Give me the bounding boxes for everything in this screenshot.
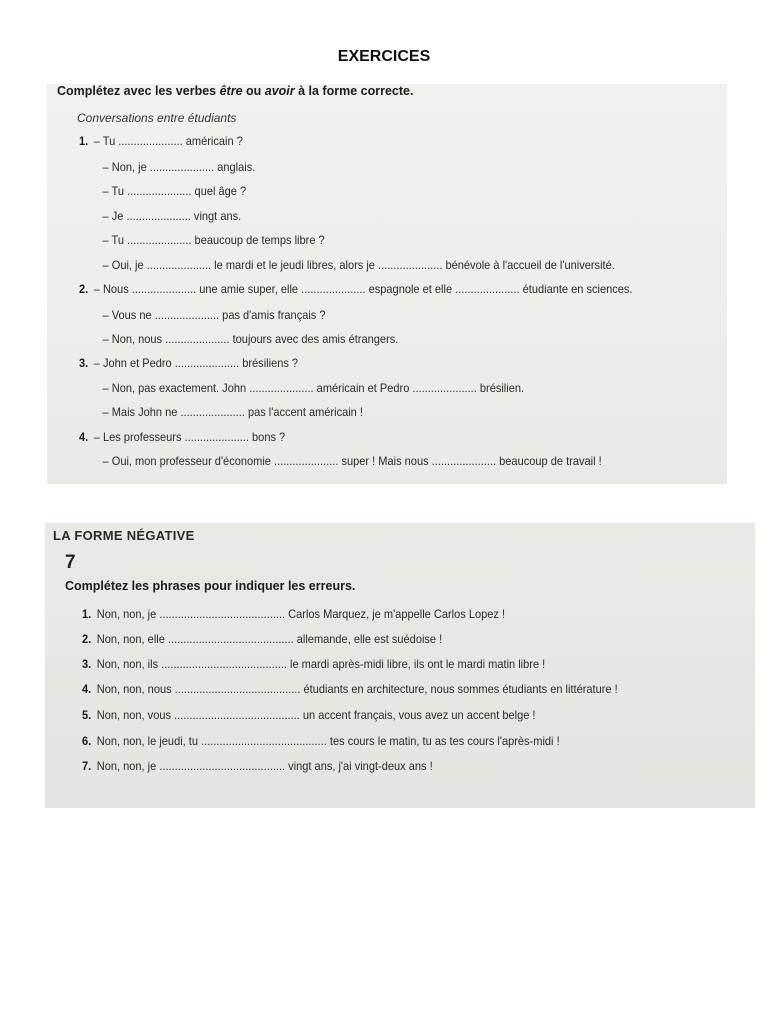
item-number: 4.	[82, 682, 92, 696]
section-heading: LA FORME NÉGATIVE	[53, 528, 195, 543]
item-number: 1.	[79, 134, 89, 148]
exercise-2-line	[82, 632, 442, 646]
item-number: 7.	[82, 759, 92, 773]
instruction-part: à la forme correcte.	[294, 84, 414, 98]
exercise-1-line	[79, 282, 633, 296]
line-text: – Les professeurs ..................... bons ?	[93, 430, 286, 444]
line-text: – Vous ne ..................... pas d'amis français ?	[102, 308, 326, 322]
line-text: – Tu ..................... beaucoup de temps libre ?	[102, 233, 325, 247]
line-text: – Tu ..................... quel âge ?	[102, 184, 247, 198]
exercise-number: 7	[65, 552, 76, 573]
exercise-1-line	[97, 454, 602, 468]
line-text: Non, non, je ......................................... vingt ans, j'ai vingt-deux ans !	[96, 759, 433, 773]
exercise-1-scan	[47, 84, 727, 484]
item-number: 3.	[79, 356, 89, 370]
instruction-part: ou	[242, 84, 265, 98]
line-text: – Non, pas exactement. John ..................... américain et Pedro ..................... brésilien.	[102, 381, 525, 395]
exercise-1-line	[97, 184, 246, 198]
exercise-2-line	[82, 734, 560, 748]
exercise-1-line	[97, 258, 615, 272]
line-text: – Oui, je ..................... le mardi et le jeudi libres, alors je ..................... bénévole à l'accueil de l'université.	[102, 258, 615, 272]
exercise-2-line	[82, 708, 535, 722]
exercise-1-line	[97, 209, 241, 223]
exercise-1-line	[79, 134, 243, 148]
line-text: Non, non, vous ......................................... un accent français, vous avez un accent belge !	[96, 708, 536, 722]
line-text: Non, non, le jeudi, tu ......................................... tes cours le matin, tu as tes cours l'après-midi !	[96, 734, 560, 748]
line-text: – Tu ..................... américain ?	[93, 134, 243, 148]
exercise-1-instruction	[57, 84, 413, 98]
item-number: 2.	[79, 282, 89, 296]
line-text: – Oui, mon professeur d'économie ..................... super ! Mais nous ..................... beaucoup de travail !	[102, 454, 602, 468]
exercise-2-line	[82, 759, 433, 773]
item-number: 5.	[82, 708, 92, 722]
line-text: – Non, je ..................... anglais.	[102, 160, 256, 174]
line-text: Non, non, ils ......................................... le mardi après-midi libre, ils ont le mardi matin libre !	[96, 657, 546, 671]
instruction-part: Complétez avec les verbes	[57, 84, 220, 98]
exercise-1-subtitle: Conversations entre étudiants	[77, 111, 237, 125]
exercise-1-line	[79, 430, 285, 444]
exercise-1-line	[97, 233, 325, 247]
exercise-2-line	[82, 682, 618, 696]
exercise-2-line	[82, 657, 545, 671]
line-text: Non, non, elle ......................................... allemande, elle est suédoise !	[96, 632, 443, 646]
line-text: Non, non, je ......................................... Carlos Marquez, je m'appelle Carlos Lopez !	[96, 607, 506, 621]
verb-avoir: avoir	[264, 84, 295, 98]
exercise-1-line	[79, 356, 298, 370]
exercise-1-line	[97, 381, 524, 395]
exercise-2-instruction: Complétez les phrases pour indiquer les erreurs.	[65, 579, 356, 593]
exercise-2-line	[82, 607, 505, 621]
line-text: – Nous ..................... une amie super, elle ..................... espagnole et elle ..................... étudiante en sciences.	[93, 282, 633, 296]
item-number: 2.	[82, 632, 92, 646]
item-number: 1.	[82, 607, 92, 621]
line-text: – John et Pedro ..................... brésiliens ?	[93, 356, 299, 370]
item-number: 6.	[82, 734, 92, 748]
exercise-1-line	[97, 308, 326, 322]
item-number: 4.	[79, 430, 89, 444]
exercise-2-scan	[45, 523, 755, 808]
line-text: – Je ..................... vingt ans.	[102, 209, 242, 223]
line-text: Non, non, nous ......................................... étudiants en architecture, nous sommes étudiants en littérature !	[96, 682, 618, 696]
line-text: – Non, nous ..................... toujours avec des amis étrangers.	[102, 332, 399, 346]
verb-etre: être	[219, 84, 243, 98]
exercise-1-line	[97, 332, 398, 346]
exercise-1-line	[97, 160, 255, 174]
line-text: – Mais John ne ..................... pas l'accent américain !	[102, 405, 363, 419]
exercise-1-line	[97, 405, 363, 419]
page-title: EXERCICES	[337, 48, 431, 65]
item-number: 3.	[82, 657, 92, 671]
